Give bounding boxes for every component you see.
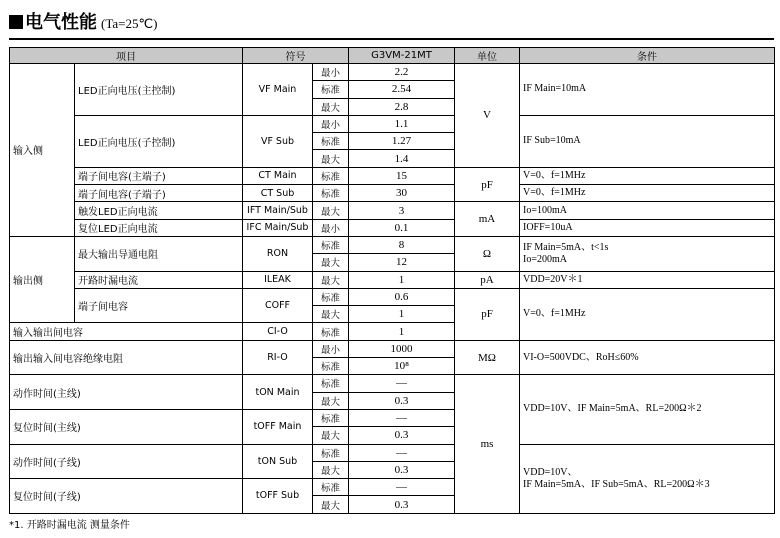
unit-cell: ms xyxy=(455,375,520,513)
value-cell: 2.8 xyxy=(349,98,455,115)
level-typ: 标准 xyxy=(313,185,349,202)
item-cell: 端子间电容(子端子) xyxy=(75,185,243,202)
category-input: 输入侧 xyxy=(10,64,75,237)
level-max: 最大 xyxy=(313,496,349,513)
condition-cell: V=0、f=1MHz xyxy=(520,185,775,202)
level-max: 最大 xyxy=(313,202,349,219)
table-row xyxy=(10,375,775,392)
item-cell: LED正向电压(主控制) xyxy=(75,64,243,116)
condition-line: IF Main=5mA、t<1s xyxy=(523,241,609,253)
value-cell: 0.1 xyxy=(349,219,455,236)
item-cell: 端子间电容 xyxy=(75,288,243,323)
table-row xyxy=(10,444,775,461)
header-item: 项目 xyxy=(10,48,243,64)
item-cell: 复位时间(子线) xyxy=(10,479,243,514)
level-typ: 标准 xyxy=(313,358,349,375)
unit-cell: pF xyxy=(455,167,520,202)
unit-cell: pA xyxy=(455,271,520,288)
symbol-cell: ILEAK xyxy=(243,271,313,288)
value-cell: 15 xyxy=(349,167,455,184)
title-condition: (Ta=25℃) xyxy=(101,16,158,31)
value-cell: 1 xyxy=(349,306,455,323)
symbol-cell: COFF xyxy=(243,288,313,323)
level-typ: 标准 xyxy=(313,479,349,496)
title-rule xyxy=(9,38,774,40)
spec-table xyxy=(9,47,775,514)
category-output: 输出侧 xyxy=(10,236,75,322)
condition-cell: IF Sub=10mA xyxy=(520,115,775,167)
level-typ: 标准 xyxy=(313,323,349,340)
level-max: 最大 xyxy=(313,427,349,444)
table-row xyxy=(10,115,775,132)
symbol-cell: tOFF Main xyxy=(243,409,313,444)
item-cell: 动作时间(主线) xyxy=(10,375,243,410)
value-cell: 0.3 xyxy=(349,461,455,478)
level-typ: 标准 xyxy=(313,409,349,426)
condition-cell: V=0、f=1MHz xyxy=(520,288,775,340)
item-cell: 复位时间(主线) xyxy=(10,409,243,444)
value-cell: — xyxy=(349,409,455,426)
header-condition: 条件 xyxy=(520,48,775,64)
value-cell: 3 xyxy=(349,202,455,219)
level-max: 最大 xyxy=(313,271,349,288)
item-cell: 输入输出间电容 xyxy=(10,323,243,340)
level-max: 最大 xyxy=(313,254,349,271)
level-max: 最大 xyxy=(313,461,349,478)
table-row xyxy=(10,64,775,81)
header-row xyxy=(10,48,775,64)
symbol-cell: VF Main xyxy=(243,64,313,116)
condition-cell xyxy=(520,444,775,513)
item-cell: 输出输入间电容绝缘电阻 xyxy=(10,340,243,375)
table-row xyxy=(10,271,775,288)
value-cell: 0.3 xyxy=(349,392,455,409)
value-cell: 1.27 xyxy=(349,133,455,150)
value-cell: 1.4 xyxy=(349,150,455,167)
unit-cell: V xyxy=(455,64,520,168)
table-row xyxy=(10,236,775,253)
item-cell: 端子间电容(主端子) xyxy=(75,167,243,184)
table-row xyxy=(10,185,775,202)
value-cell: 2.2 xyxy=(349,64,455,81)
level-max: 最大 xyxy=(313,150,349,167)
level-typ: 标准 xyxy=(313,133,349,150)
symbol-cell: CT Sub xyxy=(243,185,313,202)
value-cell: — xyxy=(349,479,455,496)
condition-cell: VI-O=500VDC、RoH≤60% xyxy=(520,340,775,375)
value-cell: — xyxy=(349,375,455,392)
item-cell: LED正向电压(子控制) xyxy=(75,115,243,167)
footnote: *1. 开路时漏电流 测量条件 xyxy=(9,520,130,531)
value-cell: 1 xyxy=(349,271,455,288)
unit-cell: pF xyxy=(455,288,520,340)
level-min: 最小 xyxy=(313,64,349,81)
item-cell: 最大输出导通电阻 xyxy=(75,236,243,271)
symbol-cell: RI-O xyxy=(243,340,313,375)
item-cell: 复位LED正向电流 xyxy=(75,219,243,236)
level-typ: 标准 xyxy=(313,444,349,461)
value-cell: 12 xyxy=(349,254,455,271)
value-cell: 8 xyxy=(349,236,455,253)
condition-cell: IOFF=10uA xyxy=(520,219,775,236)
level-min: 最小 xyxy=(313,340,349,357)
level-typ: 标准 xyxy=(313,288,349,305)
value-cell: 0.3 xyxy=(349,496,455,513)
symbol-cell: tON Main xyxy=(243,375,313,410)
header-unit: 单位 xyxy=(455,48,520,64)
symbol-cell: RON xyxy=(243,236,313,271)
level-max: 最大 xyxy=(313,392,349,409)
symbol-cell: IFC Main/Sub xyxy=(243,219,313,236)
table-row xyxy=(10,202,775,219)
symbol-cell: tOFF Sub xyxy=(243,479,313,514)
unit-cell: Ω xyxy=(455,236,520,271)
condition-line: IF Main=5mA、IF Sub=5mA、RL=200Ω＊3 xyxy=(523,478,710,490)
symbol-cell: CT Main xyxy=(243,167,313,184)
value-cell: 1000 xyxy=(349,340,455,357)
value-cell: 30 xyxy=(349,185,455,202)
square-bullet-icon xyxy=(9,15,23,29)
level-typ: 标准 xyxy=(313,236,349,253)
level-max: 最大 xyxy=(313,98,349,115)
level-min: 最小 xyxy=(313,115,349,132)
condition-cell: V=0、f=1MHz xyxy=(520,167,775,184)
level-typ: 标准 xyxy=(313,167,349,184)
value-cell: 0.6 xyxy=(349,288,455,305)
level-max: 最大 xyxy=(313,306,349,323)
unit-cell: mA xyxy=(455,202,520,237)
value-cell: 1 xyxy=(349,323,455,340)
table-row xyxy=(10,340,775,357)
table-row xyxy=(10,219,775,236)
value-cell: 1.1 xyxy=(349,115,455,132)
condition-cell: VDD=10V、IF Main=5mA、RL=200Ω＊2 xyxy=(520,375,775,444)
condition-cell: IF Main=10mA xyxy=(520,64,775,116)
level-typ: 标准 xyxy=(313,375,349,392)
header-symbol: 符号 xyxy=(243,48,349,64)
symbol-cell: IFT Main/Sub xyxy=(243,202,313,219)
symbol-cell: tON Sub xyxy=(243,444,313,479)
condition-line: Io=200mA xyxy=(523,253,567,265)
condition-cell xyxy=(520,236,775,271)
header-model: G3VM-21MT xyxy=(349,48,455,64)
item-cell: 开路时漏电流 xyxy=(75,271,243,288)
value-cell: 0.3 xyxy=(349,427,455,444)
symbol-cell: VF Sub xyxy=(243,115,313,167)
condition-cell: VDD=20V＊1 xyxy=(520,271,775,288)
value-cell: — xyxy=(349,444,455,461)
table-row xyxy=(10,167,775,184)
table-row xyxy=(10,288,775,305)
item-cell: 触发LED正向电流 xyxy=(75,202,243,219)
value-cell: 2.54 xyxy=(349,81,455,98)
level-typ: 标准 xyxy=(313,81,349,98)
item-cell: 动作时间(子线) xyxy=(10,444,243,479)
section-title xyxy=(9,8,157,34)
title-text: 电气性能 xyxy=(25,12,97,33)
unit-cell: MΩ xyxy=(455,340,520,375)
symbol-cell: CI-O xyxy=(243,323,313,340)
value-cell: 10⁸ xyxy=(349,358,455,375)
level-min: 最小 xyxy=(313,219,349,236)
condition-cell: Io=100mA xyxy=(520,202,775,219)
condition-line: VDD=10V、 xyxy=(523,466,578,478)
